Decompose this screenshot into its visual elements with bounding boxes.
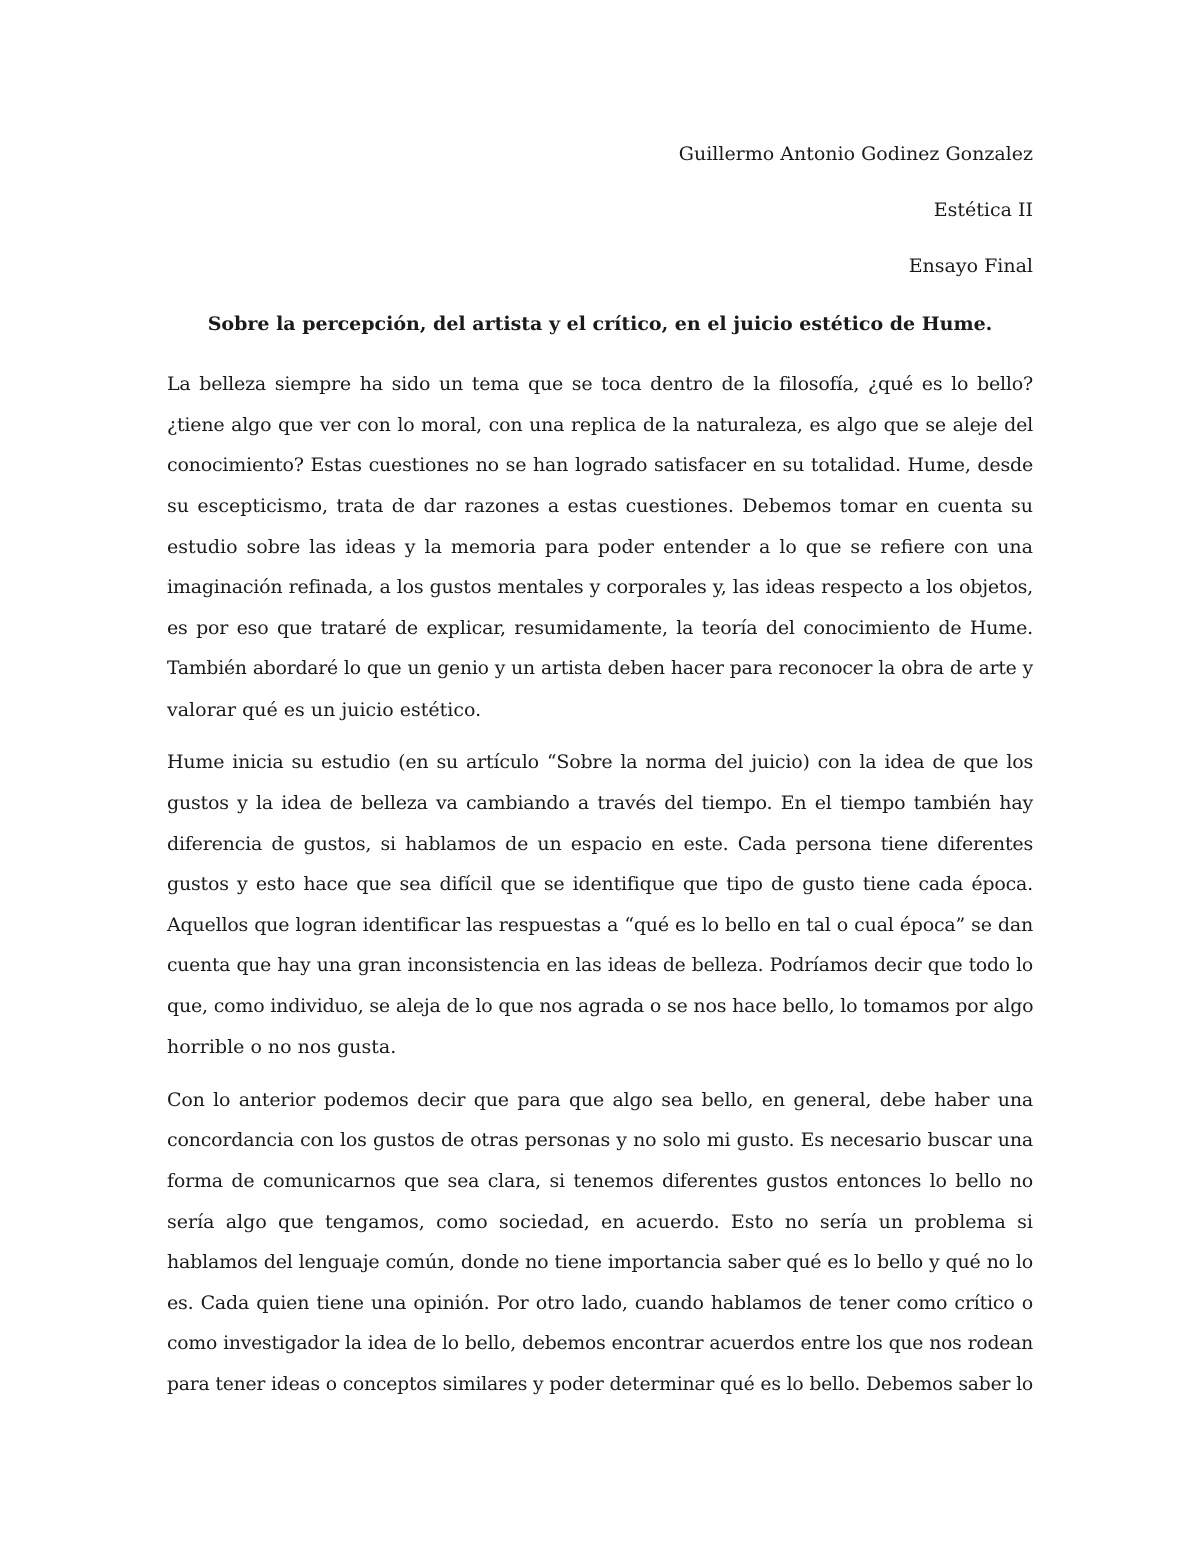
text-line: La belleza siempre ha sido un tema que se toca dentro de la filosofía, ¿qué es lo bello? <box>167 373 1033 395</box>
text-line: También abordaré lo que un genio y un artista deben hacer para reconocer la obra de arte y <box>167 657 1033 679</box>
text-line: ¿tiene algo que ver con lo moral, con una replica de la naturaleza, es algo que se aleje del <box>167 413 1033 436</box>
course-name: Estética II <box>933 199 1033 221</box>
text-line: que, como individuo, se aleja de lo que nos agrada o se nos hace bello, lo tomamos por algo <box>167 995 1034 1018</box>
text-line: horrible o no nos gusta. <box>167 1036 397 1058</box>
text-line: valorar qué es un juicio estético. <box>167 698 482 721</box>
text-line: como investigador la idea de lo bello, debemos encontrar acuerdos entre los que nos rodean <box>167 1332 1033 1354</box>
paragraph-3 <box>167 1080 1033 1406</box>
text-line: Con lo anterior podemos decir que para que algo sea bello, en general, debe haber una <box>167 1088 1033 1111</box>
text-line: gustos y esto hace que sea difícil que se identifique que tipo de gusto tiene cada época. <box>167 873 1033 896</box>
text-line: Aquellos que logran identificar las respuestas a “qué es lo bello en tal o cual época” se dan <box>167 913 1033 936</box>
essay-title: Sobre la percepción, del artista y el crítico, en el juicio estético de Hume. <box>207 313 993 335</box>
paragraph-1 <box>167 364 1033 730</box>
text-line: gustos y la idea de belleza va cambiando a través del tiempo. En el tiempo también hay <box>167 791 1033 814</box>
text-line: es por eso que trataré de explicar, resumidamente, la teoría del conocimiento de Hume. <box>167 617 1033 640</box>
author-name: Guillermo Antonio Godinez Gonzalez <box>678 143 1033 165</box>
essay-body <box>167 364 1033 1417</box>
text-line: hablamos del lenguaje común, donde no tiene importancia saber qué es lo bello y qué no lo <box>167 1251 1033 1274</box>
document-type: Ensayo Final <box>908 255 1033 277</box>
text-line: estudio sobre las ideas y la memoria para poder entender a lo que se refiere con una <box>167 535 1033 558</box>
text-line: sería algo que tengamos, como sociedad, en acuerdo. Esto no sería un problema si <box>167 1210 1033 1233</box>
text-line: diferencia de gustos, si hablamos de un espacio en este. Cada persona tiene diferentes <box>167 832 1033 855</box>
paragraph-2 <box>167 742 1033 1068</box>
text-line: concordancia con los gustos de otras personas y no solo mi gusto. Es necesario buscar una <box>167 1129 1033 1152</box>
text-line: cuenta que hay una gran inconsistencia en las ideas de belleza. Podríamos decir que todo lo <box>167 954 1033 976</box>
text-line: su escepticismo, trata de dar razones a estas cuestiones. Debemos tomar en cuenta su <box>167 495 1033 518</box>
text-line: para tener ideas o conceptos similares y poder determinar qué es lo bello. Debemos saber lo <box>167 1373 1033 1395</box>
text-line: forma de comunicarnos que sea clara, si tenemos diferentes gustos entonces lo bello no <box>167 1170 1033 1193</box>
text-line: imaginación refinada, a los gustos mentales y corporales y, las ideas respecto a los objetos, <box>167 576 1033 599</box>
text-line: Hume inicia su estudio (en su artículo “Sobre la norma del juicio) con la idea de que los <box>167 751 1033 774</box>
text-line: es. Cada quien tiene una opinión. Por otro lado, cuando hablamos de tener como crítico o <box>167 1292 1033 1315</box>
text-line: conocimiento? Estas cuestiones no se han logrado satisfacer en su totalidad. Hume, desde <box>167 454 1033 477</box>
